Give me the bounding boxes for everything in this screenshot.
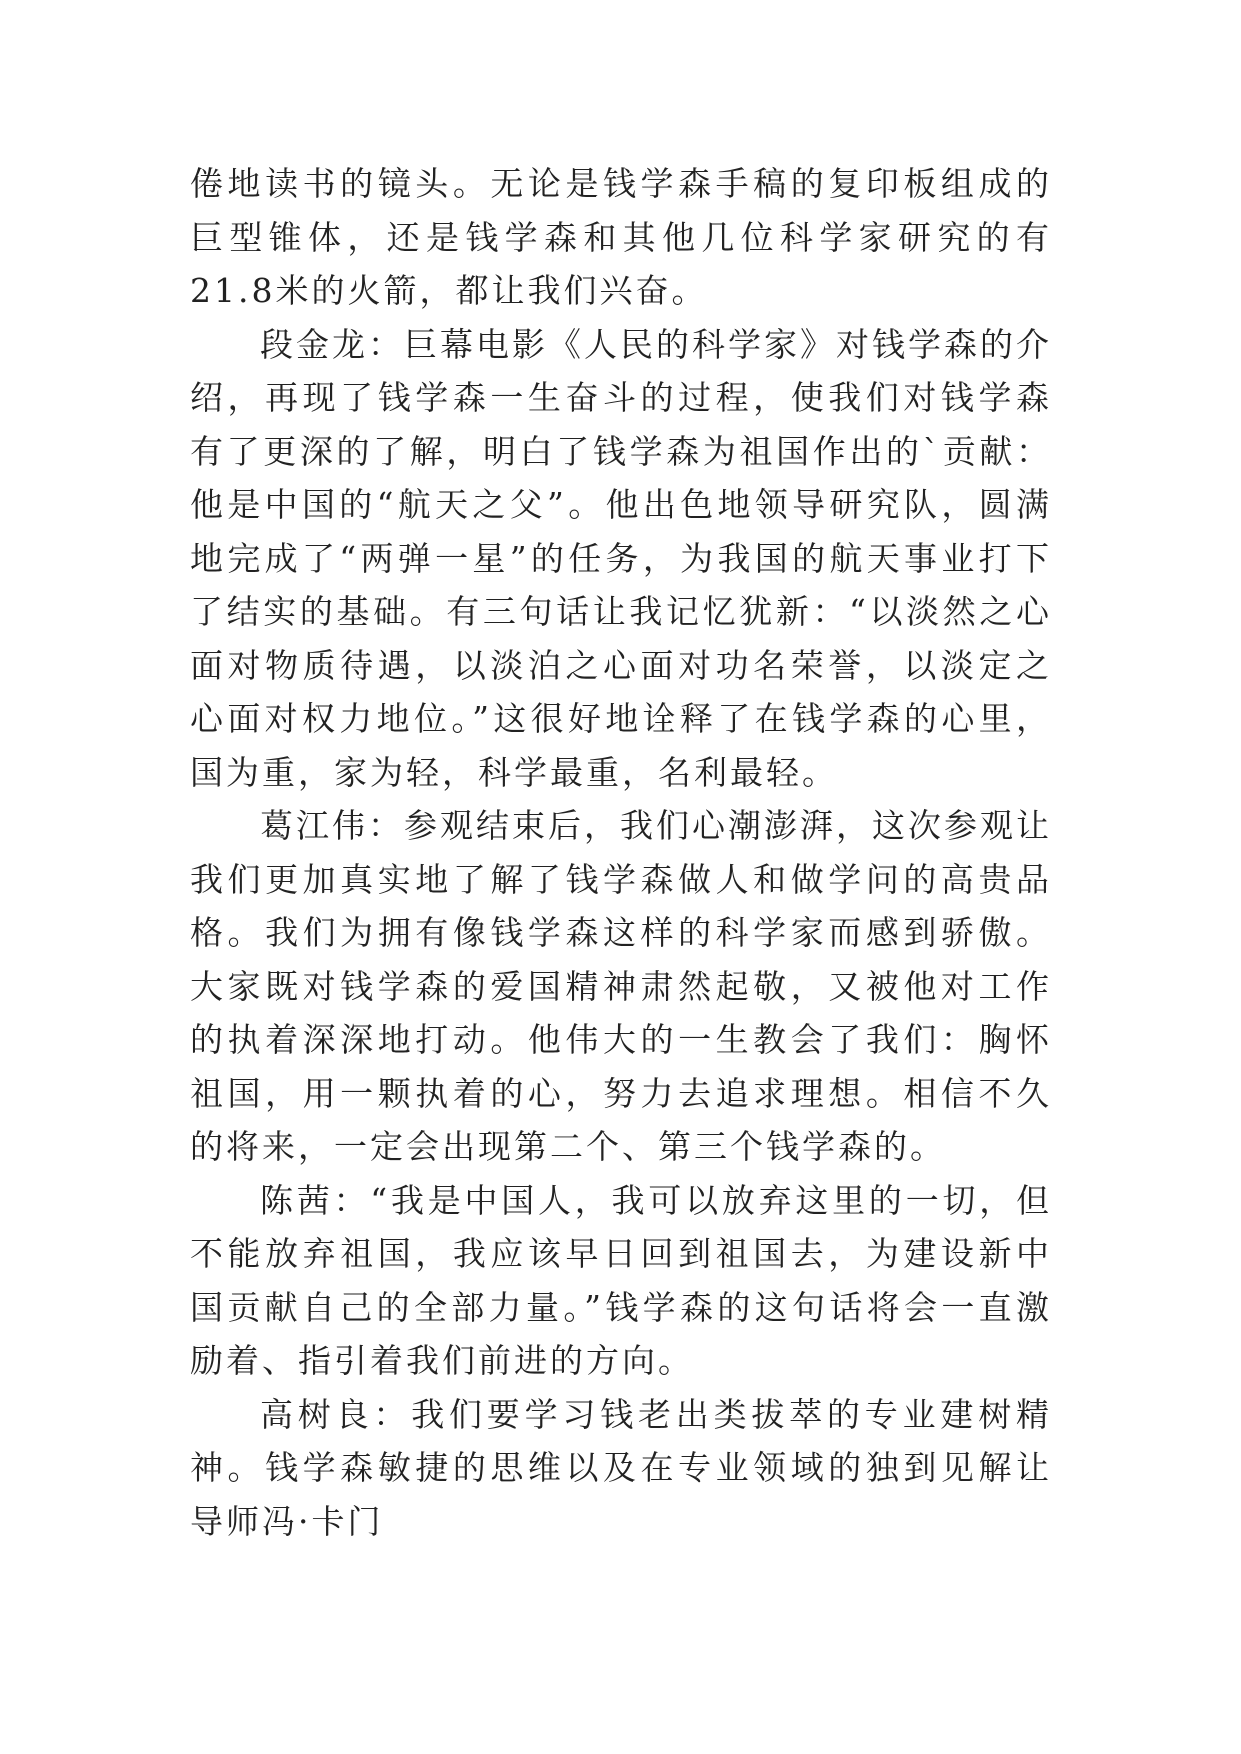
paragraph-continued: 倦地读书的镜头。无论是钱学森手稿的复印板组成的巨型锥体，还是钱学森和其他几位科学家研究的有21.8米的火箭，都让我们兴奋。 <box>190 164 1052 310</box>
paragraph-chen-qian: 陈茜：“我是中国人，我可以放弃这里的一切，但不能放弃祖国，我应该早日回到祖国去，为建设新中国贡献自己的全部力量。”钱学森的这句话将会一直激励着、指引着我们前进的方向。 <box>190 1180 1052 1380</box>
document-body <box>190 157 1052 1548</box>
paragraph-duan-jinlong: 段金龙：巨幕电影《人民的科学家》对钱学森的介绍，再现了钱学森一生奋斗的过程，使我们对钱学森有了更深的了解，明白了钱学森为祖国作出的`贡献：他是中国的“航天之父”。他出色地领导研究队，圆满地完成了“两弹一星”的任务，为我国的航天事业打下了结实的基础。有三句话让我记忆犹新：“以淡然之心面对物质待遇，以淡泊之心面对功名荣誉，以淡定之心面对权力地位。”这很好地诠释了在钱学森的心里，国为重，家为轻，科学最重，名利最轻。 <box>190 324 1052 792</box>
paragraph-ge-jiangwei: 葛江伟：参观结束后，我们心潮澎湃，这次参观让我们更加真实地了解了钱学森做人和做学问的高贵品格。我们为拥有像钱学森这样的科学家而感到骄傲。大家既对钱学森的爱国精神肃然起敬，又被他对工作的执着深深地打动。他伟大的一生教会了我们：胸怀祖国，用一颗执着的心，努力去追求理想。相信不久的将来，一定会出现第二个、第三个钱学森的。 <box>190 806 1052 1166</box>
paragraph-gao-shuliang: 高树良：我们要学习钱老出类拔萃的专业建树精神。钱学森敏捷的思维以及在专业领域的独到见解让导师冯·卡门 <box>190 1394 1052 1541</box>
